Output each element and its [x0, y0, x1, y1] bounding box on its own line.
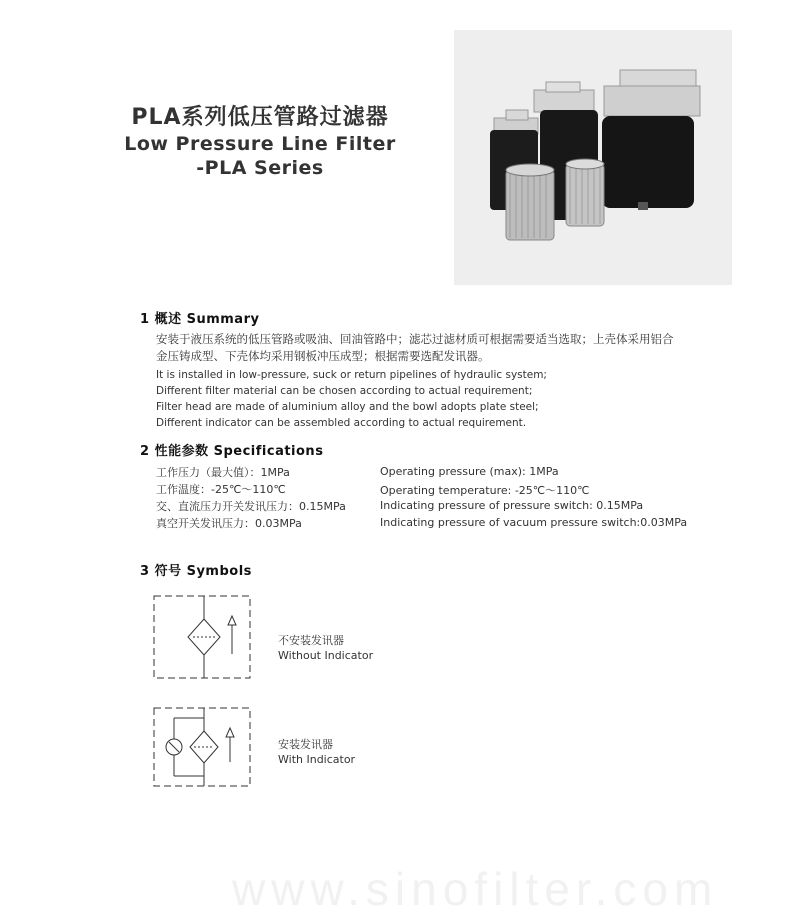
page-title	[100, 104, 420, 180]
summary-cn-line2: 金压铸成型、下壳体均采用钢板冲压成型；根据需要选配发讯器。	[156, 349, 490, 363]
spec-en: Indicating pressure of pressure switch: 0.15MPa	[380, 499, 644, 512]
summary-cn-line1: 安装于液压系统的低压管路或吸油、回油管路中；滤芯过滤材质可根据需要适当选取；上壳体采用铝合	[156, 332, 674, 346]
symbol-label-cn: 安装发讯器	[278, 738, 333, 751]
spec-cn: 工作温度：-25℃～110℃	[156, 483, 286, 496]
spec-cn: 工作压力（最大值）：1MPa	[156, 466, 290, 479]
symbol-label-en: Without Indicator	[278, 649, 374, 662]
spec-en: Operating temperature: -25℃～110℃	[380, 484, 590, 497]
spec-cn: 交、直流压力开关发讯压力：0.15MPa	[156, 500, 346, 513]
summary-en-line: Different indicator can be assembled according to actual requirement.	[156, 417, 527, 429]
symbols-heading: 3 符号 Symbols	[140, 564, 252, 579]
symbol-label-cn: 不安装发讯器	[278, 634, 344, 647]
title-cn: PLA系列低压管路过滤器	[131, 105, 389, 130]
spec-cn: 真空开关发讯压力：0.03MPa	[156, 517, 302, 530]
product-photo	[454, 30, 732, 285]
spec-en: Operating pressure (max): 1MPa	[380, 465, 559, 478]
summary-en-line: Filter head are made of aluminium alloy and the bowl adopts plate steel;	[156, 401, 539, 413]
filter-product-illustration	[454, 30, 732, 285]
spec-en: Indicating pressure of vacuum pressure switch:0.03MPa	[380, 516, 688, 529]
summary-heading: 1 概述 Summary	[140, 312, 260, 327]
specs-heading: 2 性能参数 Specifications	[140, 444, 324, 459]
filter-symbol-with-indicator	[150, 704, 256, 790]
title-en-line1: Low Pressure Line Filter	[124, 133, 396, 155]
summary-en-line: Different filter material can be chosen according to actual requirement;	[156, 385, 533, 397]
symbol-label-en: With Indicator	[278, 753, 356, 766]
title-en-line2: -PLA Series	[196, 157, 324, 179]
summary-en-line: It is installed in low-pressure, suck or return pipelines of hydraulic system;	[156, 369, 547, 381]
filter-symbol-without-indicator	[150, 592, 256, 684]
side-watermark	[92, 250, 132, 870]
watermark: www.sinofilter.com	[232, 863, 719, 915]
